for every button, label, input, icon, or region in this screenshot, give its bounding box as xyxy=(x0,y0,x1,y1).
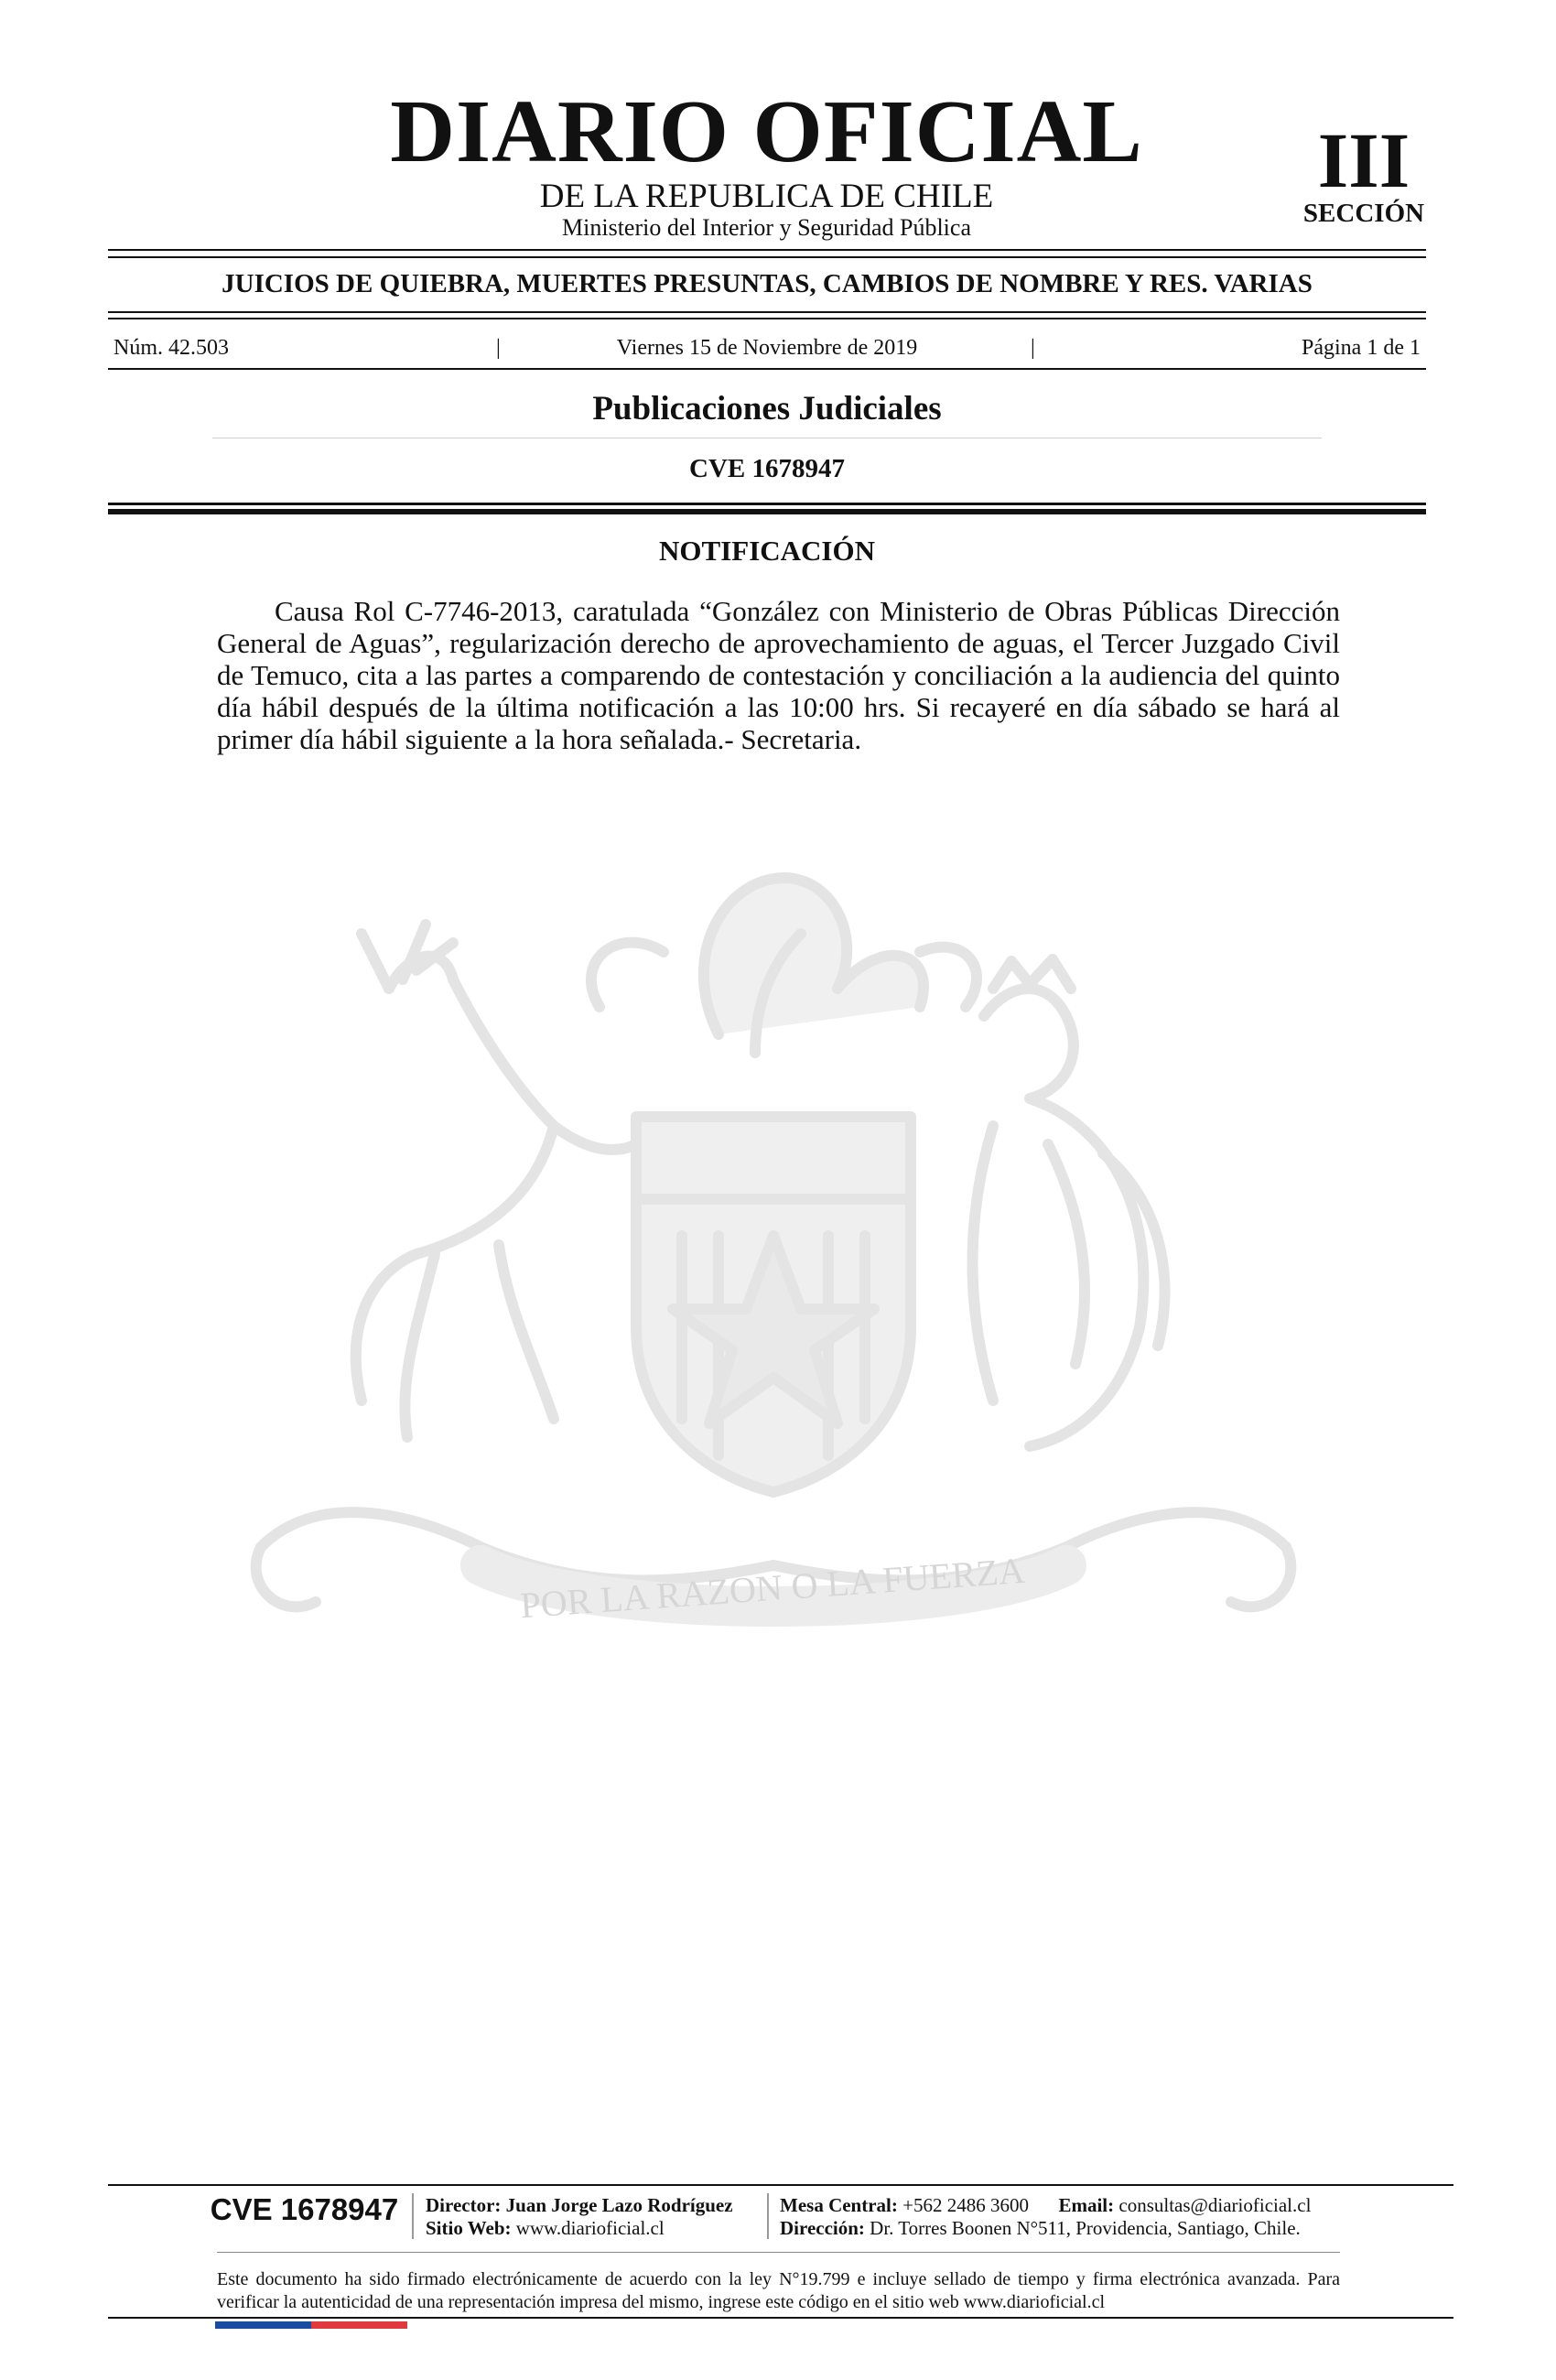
footer-address-label: Dirección: xyxy=(780,2217,865,2239)
footer-cve: CVE 1678947 xyxy=(210,2192,399,2226)
footer-director-name: Juan Jorge Lazo Rodríguez xyxy=(505,2194,733,2216)
issue-page: Página 1 de 1 xyxy=(1302,336,1421,360)
section-label: SECCIÓN xyxy=(1302,199,1425,228)
publication-cve: CVE 1678947 xyxy=(689,454,845,483)
footer-address: Dr. Torres Boonen N°511, Providencia, Santiago, Chile. xyxy=(870,2217,1301,2239)
footer-director-block xyxy=(426,2194,733,2240)
masthead-rule-bottom xyxy=(108,256,1426,258)
notice-title: NOTIFICACIÓN xyxy=(659,535,875,567)
issue-separator: | xyxy=(496,336,501,360)
footer-phone-label: Mesa Central: xyxy=(780,2194,898,2216)
masthead-rule-top xyxy=(108,249,1426,251)
cve-rule-top xyxy=(108,503,1426,505)
footer-rule-middle xyxy=(217,2252,1340,2253)
footer-website[interactable]: www.diarioficial.cl xyxy=(515,2217,665,2239)
footer-rule-bottom xyxy=(108,2317,1453,2319)
footer-legal-notice: Este documento ha sido firmado electrónicamente de acuerdo con la ley N°19.799 e incluye sellado de tiempo y firma electrónica avanzada. Para verificar la autenticidad de una representación impresa del mismo, ingrese este código en el sitio web www.diarioficial.cl xyxy=(217,2269,1340,2312)
flag-stripe-blue xyxy=(215,2321,311,2329)
category-rule-top xyxy=(108,311,1426,313)
footer-divider xyxy=(412,2193,414,2239)
masthead-title: DIARIO OFICIAL xyxy=(390,82,1143,181)
notice-body: Causa Rol C-7746-2013, caratulada “González con Ministerio de Obras Públicas Dirección General de Aguas”, regularización derecho de aprovechamiento de aguas, el Tercer Juzgado Civil de Temuco, cita a las partes a comparendo de contestación y conciliación a la audiencia del quinto día hábil después de la última notificación a las 10:00 hrs. Si recayeré en día sábado se hará al primer día hábil siguiente a la hora señalada.- Secretaria. xyxy=(217,595,1340,755)
watermark-motto: POR LA RAZON O LA FUERZA xyxy=(519,1549,1027,1627)
footer-email-label: Email: xyxy=(1058,2194,1115,2216)
footer-divider xyxy=(767,2193,769,2239)
category-rule-bottom xyxy=(108,318,1426,319)
section-number: III xyxy=(1317,116,1410,204)
footer-rule-top xyxy=(108,2184,1453,2186)
footer-director-label: Director: xyxy=(426,2194,502,2216)
issue-number: Núm. 42.503 xyxy=(113,336,229,360)
issue-separator: | xyxy=(1031,336,1035,360)
category-heading: JUICIOS DE QUIEBRA, MUERTES PRESUNTAS, CAMBIOS DE NOMBRE Y RES. VARIAS xyxy=(222,269,1313,298)
masthead-ministry: Ministerio del Interior y Seguridad Pública xyxy=(562,214,971,241)
chile-coat-of-arms-watermark xyxy=(206,851,1341,1657)
flag-stripe-red xyxy=(311,2321,407,2329)
masthead-subtitle: DE LA REPUBLICA DE CHILE xyxy=(539,178,994,215)
footer-contact-block xyxy=(780,2194,1311,2240)
footer-phone: +562 2486 3600 xyxy=(902,2194,1029,2216)
footer-email[interactable]: consultas@diarioficial.cl xyxy=(1118,2194,1312,2216)
publication-heading: Publicaciones Judiciales xyxy=(592,390,942,427)
footer-website-label: Sitio Web: xyxy=(426,2217,512,2239)
issue-date: Viernes 15 de Noviembre de 2019 xyxy=(616,336,918,360)
issue-bar xyxy=(113,334,1421,362)
issue-rule xyxy=(108,368,1426,370)
cve-rule-bottom xyxy=(108,509,1426,514)
